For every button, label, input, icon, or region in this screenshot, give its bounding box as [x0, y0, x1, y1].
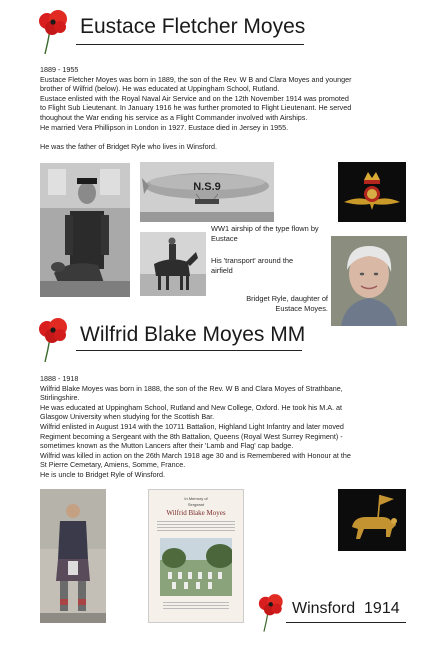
bio-line: He was educated at Uppingham School, Rutland and New College, Oxford. He took his M.A. at [40, 402, 343, 412]
certificate-text-block [157, 521, 235, 533]
airship-photo [140, 162, 274, 222]
bio-line: Wilfrid was killed in action on the 26th March 1918 age 30 and is Remembered with Honour at the [40, 450, 351, 460]
footer-title: Winsford 1914 [292, 600, 400, 617]
bio-line: He married Vera Phillipson in London in 1927. Eustace died in Jersey in 1955. [40, 122, 289, 132]
eustace-with-dog-photo [40, 163, 130, 297]
bio-line: Wilfrid Blake Moyes was born in 1888, the son of the Rev. W B and Clara Moyes of Strathbane, [40, 383, 343, 393]
horse-transport-photo [140, 232, 206, 296]
certificate-title: Wilfrid Blake Moyes [166, 509, 226, 517]
title-underline [76, 350, 302, 351]
transport-caption: His 'transport' around the airfield [211, 256, 294, 275]
poppy-icon [38, 8, 78, 54]
poppy-icon [38, 316, 78, 362]
page-title: Eustace Fletcher Moyes [80, 15, 306, 38]
bio-line: He is uncle to Bridget Ryle of Winsford. [40, 469, 166, 479]
bio-line: Wilfrid enlisted in August 1914 with the 10711 Battalion, Highland Light Infantry and later moved [40, 421, 344, 431]
bridget-ryle-photo [331, 236, 407, 326]
footer-underline [286, 622, 406, 623]
bio-line: Regiment becoming a Sergeant with the 8th Battalion, Queens (Royal West Surrey Regiment) - [40, 431, 343, 441]
bio-line: Eustace enlisted with the Royal Naval Air Service and on the 12th November 1914 was promoted [40, 93, 349, 103]
airship-caption: WW1 airship of the type flown by Eustace [211, 224, 319, 243]
cemetery-photo [160, 538, 232, 596]
bio-line: Glasgow University when studying for the Scottish Bar. [40, 412, 215, 422]
bio-line: Stirlingshire. [40, 393, 80, 403]
bio-line: sometimes known as the Mutton Lancers after their 'Lamb and Flag' cap badge. [40, 441, 294, 451]
certificate-footer-text [163, 602, 229, 610]
rnas-badge-photo [338, 162, 406, 222]
certificate-line: In Memory of [184, 496, 208, 501]
life-dates: 1888 - 1918 [40, 374, 79, 383]
section-title: Wilfrid Blake Moyes MM [80, 323, 306, 346]
bio-line: to Flight Sub Lieutenant. In January 1916 he was further promoted to Flight Lieutenant. He served [40, 103, 352, 113]
bio-line: St Pierre Cemetary, Amiens, Somme, France. [40, 460, 186, 470]
poppy-icon [258, 592, 292, 632]
bio-line: thoughout the War ending his service as a Flight Commander involved with Airships. [40, 112, 308, 122]
bio-section-1 [40, 65, 420, 151]
airship-marking: N.S.9 [193, 181, 221, 193]
bio-section-2 [40, 374, 420, 480]
commemoration-certificate [148, 489, 244, 623]
wilfrid-portrait-photo [40, 489, 106, 623]
bridget-caption: Bridget Ryle, daughter of Eustace Moyes. [246, 294, 328, 313]
certificate-rank: Sergeant [187, 502, 205, 507]
bio-line: brother of Wilfrid (below). He was educated at Uppingham School, Rutland. [40, 84, 280, 94]
life-dates: 1889 - 1955 [40, 65, 79, 74]
bio-line: Eustace Fletcher Moyes was born in 1889, the son of the Rev. W B and Clara Moyes and younger [40, 74, 352, 84]
lamb-and-flag-badge-photo [338, 489, 406, 551]
title-underline [76, 44, 304, 45]
bio-note: He was the father of Bridget Ryle who lives in Winsford. [40, 141, 217, 151]
